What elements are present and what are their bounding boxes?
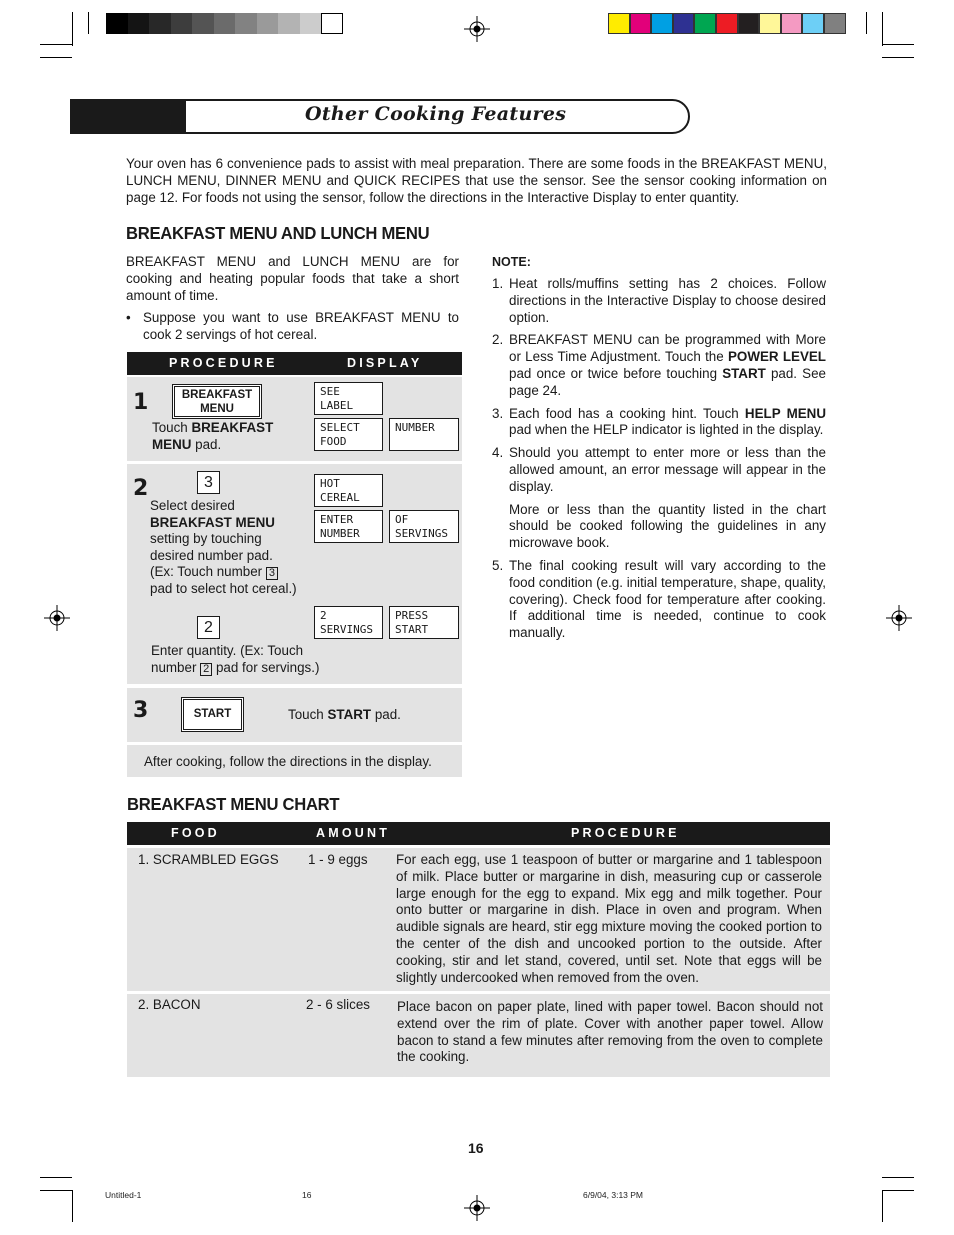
gray-swatch (128, 13, 150, 34)
food-amount: 2 - 6 slices (306, 997, 370, 1012)
title-banner-block (70, 99, 186, 134)
crop-mark (40, 1190, 72, 1191)
chart-row (127, 848, 830, 991)
intro-paragraph: Your oven has 6 convenience pads to assist with meal preparation. There are some foods in the BREAKFAST MENU, LUNCH MENU, DINNER MENU and QUICK RECIPES that use the sensor. See the sensor cooking information on page 12. For foods not using the sensor, follow the directions in the Interactive Display to enter quantity. (126, 156, 827, 205)
note-text: BREAKFAST MENU can be programmed with More or Less Time Adjustment. Touch the POWER LEVEL pad once or twice before touching START pad. See page 24. (509, 332, 826, 398)
instruction-text: pad. (371, 707, 401, 722)
breakfast-menu-key[interactable] (172, 384, 262, 419)
instruction-text: Select desired (150, 498, 235, 513)
crop-mark (866, 12, 867, 34)
registration-mark-icon (464, 16, 490, 42)
step-1-instruction (152, 420, 297, 453)
note-number: 5. (492, 557, 504, 573)
step-number: 1 (133, 390, 149, 415)
color-swatch (824, 13, 846, 34)
boxed-number: 2 (200, 663, 212, 676)
crop-mark (882, 1190, 914, 1191)
chart-header (127, 822, 830, 845)
display-see-label: SEE LABEL (314, 382, 383, 415)
color-swatch (694, 13, 716, 34)
heading-breakfast-lunch-menu: BREAKFAST MENU AND LUNCH MENU (126, 223, 430, 243)
header-procedure: PROCEDURE (571, 826, 680, 840)
bullet-text: Suppose you want to use BREAKFAST MENU to cook 2 servings of hot cereal. (143, 310, 459, 342)
color-swatch (716, 13, 738, 34)
color-swatch (781, 13, 803, 34)
color-swatch (608, 13, 630, 34)
procedure-table (127, 352, 462, 769)
crop-mark (40, 57, 72, 58)
step-1 (127, 377, 462, 461)
crop-mark (882, 1177, 914, 1178)
food-procedure: Place bacon on paper plate, lined with paper towel. Bacon should not extend over the rim of plate. Cover with another paper towel. Allow bacon to stand a few minutes after removing from the oven to complete the cooking. (397, 999, 823, 1065)
gray-swatch (235, 13, 257, 34)
instruction-text: Touch (288, 707, 328, 722)
gray-swatch (192, 13, 214, 34)
color-swatch (802, 13, 824, 34)
step-2-instruction-b (151, 643, 351, 676)
header-display: DISPLAY (347, 356, 423, 370)
note-item (492, 558, 826, 642)
gray-swatch (149, 13, 171, 34)
note-text: The final cooking result will vary according to the food condition (e.g. initial temperature, shape, quality, covering). Check food for temperature after cooking. If additional time is needed, continue to cook manually. (509, 557, 826, 641)
key-label: MENU (200, 403, 234, 415)
instruction-bold: BREAKFAST MENU (150, 514, 275, 530)
notes-list (492, 276, 826, 648)
crop-mark (72, 1190, 73, 1222)
registration-mark-icon (886, 605, 912, 631)
crop-mark (88, 12, 89, 34)
breakfast-menu-chart (127, 822, 830, 1065)
food-name: 2. BACON (138, 997, 201, 1012)
color-swatch (759, 13, 781, 34)
note-number: 3. (492, 405, 504, 421)
color-swatch (738, 13, 760, 34)
display-number: NUMBER (389, 418, 459, 451)
header-food: FOOD (171, 826, 220, 840)
crop-mark (882, 57, 914, 58)
gray-swatch (257, 13, 279, 34)
instruction-text: pad to select hot cereal.) (150, 580, 297, 596)
instruction-bold: START (327, 707, 372, 722)
note-number: 1. (492, 276, 504, 291)
heading-breakfast-menu-chart: BREAKFAST MENU CHART (127, 794, 340, 814)
footer-page: 16 (302, 1190, 312, 1200)
step-3 (127, 688, 462, 742)
instruction-text: number (151, 659, 201, 675)
gray-swatch (106, 13, 128, 34)
gray-swatch (300, 13, 322, 34)
footer-date: 6/9/04, 3:13 PM (583, 1190, 644, 1200)
color-swatch (630, 13, 652, 34)
note-text: Heat rolls/muffins setting has 2 choices. Follow directions in the Interactive Display to choose desired option. (509, 276, 826, 325)
color-swatch (651, 13, 673, 34)
display-of-servings: OF SERVINGS (389, 510, 459, 543)
bullet-dot: • (126, 310, 131, 325)
instruction-text: pad. (191, 436, 222, 452)
step-number: 2 (133, 476, 149, 501)
crop-mark (40, 1177, 72, 1178)
gray-swatch (214, 13, 236, 34)
display-hot-cereal: HOT CEREAL (314, 474, 383, 507)
chart-row (127, 994, 830, 1077)
gray-swatch (171, 13, 193, 34)
step-3-instruction (288, 707, 401, 724)
boxed-number: 3 (266, 567, 278, 580)
display-press-start: PRESS START (389, 606, 459, 639)
note-text: Should you attempt to enter more or less than the allowed amount, an error message will appear in the display. (509, 445, 826, 494)
number-3-key[interactable]: 3 (197, 471, 220, 494)
lead-paragraph: BREAKFAST MENU and LUNCH MENU are for cooking and heating popular foods that take a short amount of time. (126, 254, 459, 303)
display-select-food: SELECT FOOD (314, 418, 383, 451)
step-number: 3 (133, 698, 149, 723)
note-subtext: More or less than the quantity listed in the chart should be cooked following the guidelines in any microwave book. (509, 501, 826, 551)
start-key[interactable]: START (181, 697, 244, 732)
display-2-servings: 2 SERVINGS (314, 606, 383, 639)
step-2-instruction-a (150, 498, 320, 597)
page-number: 16 (468, 1140, 484, 1156)
instruction-text: Touch (152, 420, 192, 435)
crop-mark (882, 1190, 883, 1222)
instruction-text: pad for servings.) (212, 659, 320, 675)
instruction-text: desired number pad. (150, 547, 273, 563)
color-swatch (673, 13, 695, 34)
after-cooking-row (127, 745, 462, 777)
example-bullet (126, 309, 459, 343)
gray-swatch (278, 13, 300, 34)
instruction-bold: BREAKFAST MENU (152, 420, 274, 452)
food-procedure: For each egg, use 1 teaspoon of butter or margarine and 1 tablespoon of milk. Place butter or margarine in dish, measuring cup or casserole large enough for the egg to expand. Mix egg and milk together. Pour onto butter or margarine in dish. Place in oven and program. When audible signals are heard, stir egg mixture moving the cooked portion to the center of the dish and uncooked portion to the outside. After cooking, stir and let stand, covered, until set. Note that eggs will be slightly undercooked when removed from the oven. (396, 852, 822, 985)
crop-mark (882, 44, 914, 45)
registration-mark-icon (464, 1195, 490, 1221)
instruction-text: (Ex: Touch number (150, 564, 266, 579)
note-title: NOTE: (492, 255, 531, 269)
after-cooking-text: After cooking, follow the directions in the display. (144, 754, 432, 769)
gray-swatch (321, 13, 343, 34)
section-title: Other Cooking Features (305, 103, 567, 125)
header-amount: AMOUNT (316, 826, 391, 840)
note-item (492, 406, 826, 440)
procedure-table-header (127, 352, 462, 375)
instruction-text: Enter quantity. (Ex: Touch (151, 643, 304, 658)
food-amount: 1 - 9 eggs (308, 852, 368, 867)
instruction-text: setting by touching (150, 531, 262, 546)
key-label: BREAKFAST (181, 389, 253, 401)
number-2-key[interactable]: 2 (197, 616, 220, 639)
crop-mark (72, 12, 73, 46)
crop-mark (882, 12, 883, 46)
footer-filename: Untitled-1 (105, 1190, 142, 1200)
registration-mark-icon (44, 605, 70, 631)
note-item (492, 445, 826, 552)
crop-mark (40, 44, 72, 45)
display-enter-number: ENTER NUMBER (314, 510, 383, 543)
note-number: 2. (492, 332, 504, 348)
note-number: 4. (492, 445, 504, 461)
food-name: 1. SCRAMBLED EGGS (138, 852, 279, 867)
step-2 (127, 464, 462, 684)
note-item (492, 276, 826, 326)
header-procedure: PROCEDURE (169, 356, 278, 370)
note-text: Each food has a cooking hint. Touch HELP MENU pad when the HELP indicator is lighted in the display. (509, 405, 826, 438)
note-item (492, 332, 826, 399)
